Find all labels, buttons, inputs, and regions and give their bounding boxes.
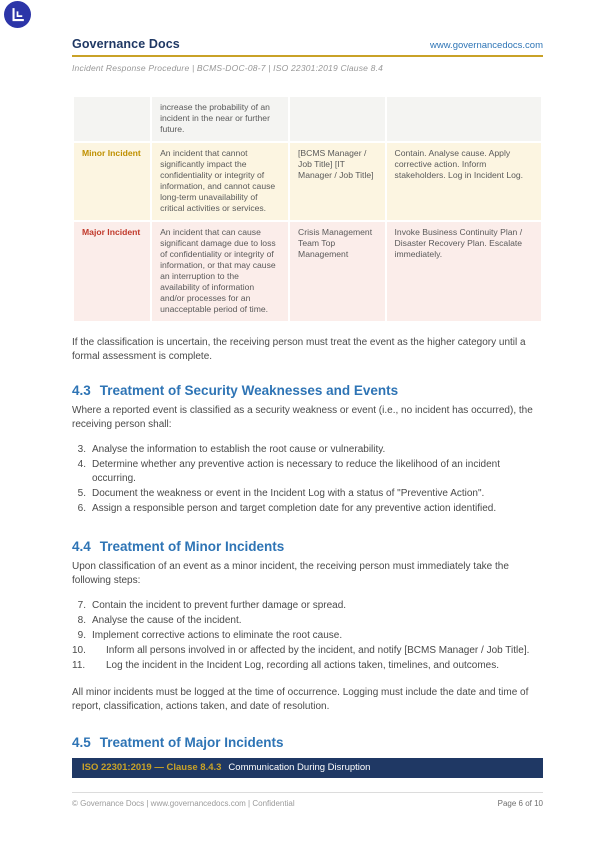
table-cell-label — [74, 97, 150, 141]
list-item-text: Implement corrective actions to eliminate the root cause. — [92, 630, 343, 641]
section-4-4-intro: Upon classification of an event as a minor incident, the receiving person must immediately take the following steps: — [72, 561, 509, 586]
section-number: 4.3 — [72, 383, 91, 398]
website-link[interactable]: www.governancedocs.com — [430, 40, 543, 51]
list-item-text: Determine whether any preventive action is necessary to reduce the likelihood of an incident occurring. — [92, 459, 501, 484]
page-header — [72, 37, 543, 73]
table-cell-description: increase the probability of an incident in the near or further future. — [152, 97, 288, 141]
section-title: Treatment of Security Weaknesses and Events — [99, 383, 399, 398]
brand-logo — [4, 1, 31, 28]
table-row-major-incident — [74, 222, 541, 321]
header-row — [72, 37, 543, 51]
section-heading-4-4 — [72, 539, 543, 554]
list-item — [72, 644, 543, 658]
table-cell-owner: [BCMS Manager / Job Title] [IT Manager / Job Title] — [290, 143, 385, 220]
list-item — [72, 458, 543, 486]
table-cell-actions: Contain. Analyse cause. Apply corrective action. Inform stakeholders. Log in Incident Log. — [387, 143, 541, 220]
brand-title: Governance Docs — [72, 37, 180, 51]
section-title: Treatment of Major Incidents — [99, 735, 284, 750]
list-item-text: Assign a responsible person and target completion date for any preventive action identified. — [92, 503, 497, 514]
incident-classification-table — [72, 95, 543, 323]
list-item-number: 7. — [77, 600, 86, 611]
ordered-list-4-4 — [72, 599, 543, 673]
section-number: 4.4 — [72, 539, 91, 554]
list-item-text: Analyse the cause of the incident. — [92, 615, 242, 626]
ordered-list-4-3 — [72, 443, 543, 516]
list-item — [72, 443, 543, 457]
table-cell-owner — [290, 97, 385, 141]
list-item-number: 10. — [72, 645, 86, 656]
table-cell-description: An incident that can cause significant damage due to loss of confidentiality or integrity of information, or that may cause an interruption to the availability of information and/or processes for an unacceptable period of time. — [152, 222, 288, 321]
table-cell-actions — [387, 97, 541, 141]
list-item-number: 5. — [77, 488, 86, 499]
section-heading-4-3 — [72, 383, 543, 398]
section-heading-4-5 — [72, 735, 543, 750]
list-item-text: Document the weakness or event in the Incident Log with a status of "Preventive Action". — [92, 488, 485, 499]
section-4-3-intro: Where a reported event is classified as a security weakness or event (i.e., no incident has occurred), the receiving person shall: — [72, 405, 533, 430]
list-item-number: 9. — [77, 630, 86, 641]
table-cell-owner: Crisis Management Team Top Management — [290, 222, 385, 321]
page-content — [0, 37, 600, 778]
section-title: Treatment of Minor Incidents — [99, 539, 285, 554]
list-item-text: Analyse the information to establish the root cause or vulnerability. — [92, 444, 386, 455]
table-cell-actions: Invoke Business Continuity Plan / Disaster Recovery Plan. Escalate immediately. — [387, 222, 541, 321]
list-item-number: 4. — [77, 459, 86, 470]
iso-clause-callout — [72, 758, 543, 778]
list-item — [72, 502, 543, 516]
list-item — [72, 659, 543, 673]
document-meta: Incident Response Procedure | BCMS-DOC-08-7 | ISO 22301:2019 Clause 8.4 — [72, 63, 384, 73]
list-item-number: 6. — [77, 503, 86, 514]
callout-reference: ISO 22301:2019 — Clause 8.4.3 — [82, 762, 222, 773]
table-row-minor-incident — [74, 143, 541, 220]
footer-copyright: © Governance Docs | www.governancedocs.com | Confidential — [72, 799, 295, 808]
list-item-number: 8. — [77, 615, 86, 626]
list-item — [72, 599, 543, 613]
list-item-text: Inform all persons involved in or affected by the incident, and notify [BCMS Manager / Job Title]. — [106, 645, 530, 656]
double-l-monogram-icon — [8, 5, 27, 24]
table-cell-label: Major Incident — [74, 222, 150, 321]
page-number: Page 6 of 10 — [497, 799, 543, 808]
list-item-number: 11. — [72, 660, 86, 671]
table-cell-label: Minor Incident — [74, 143, 150, 220]
list-item — [72, 629, 543, 643]
page-footer — [72, 792, 543, 808]
classification-note: If the classification is uncertain, the receiving person must treat the event as the higher category until a formal assessment is complete. — [72, 337, 526, 362]
list-item-text: Contain the incident to prevent further damage or spread. — [92, 600, 347, 611]
callout-title: Communication During Disruption — [228, 762, 371, 773]
list-item — [72, 487, 543, 501]
table-cell-description: An incident that cannot significantly impact the confidentiality or integrity of information, and cannot cause long-term unavailability of critical activities or services. — [152, 143, 288, 220]
list-item-text: Log the incident in the Incident Log, recording all actions taken, timelines, and outcomes. — [106, 660, 500, 671]
table-row-continuation — [74, 97, 541, 141]
list-item-number: 3. — [77, 444, 86, 455]
list-item — [72, 614, 543, 628]
section-number: 4.5 — [72, 735, 91, 750]
section-4-4-note: All minor incidents must be logged at the time of occurrence. Logging must include the date and time of report, classification, actions taken, and date of resolution. — [72, 687, 529, 712]
gold-divider — [72, 55, 543, 57]
